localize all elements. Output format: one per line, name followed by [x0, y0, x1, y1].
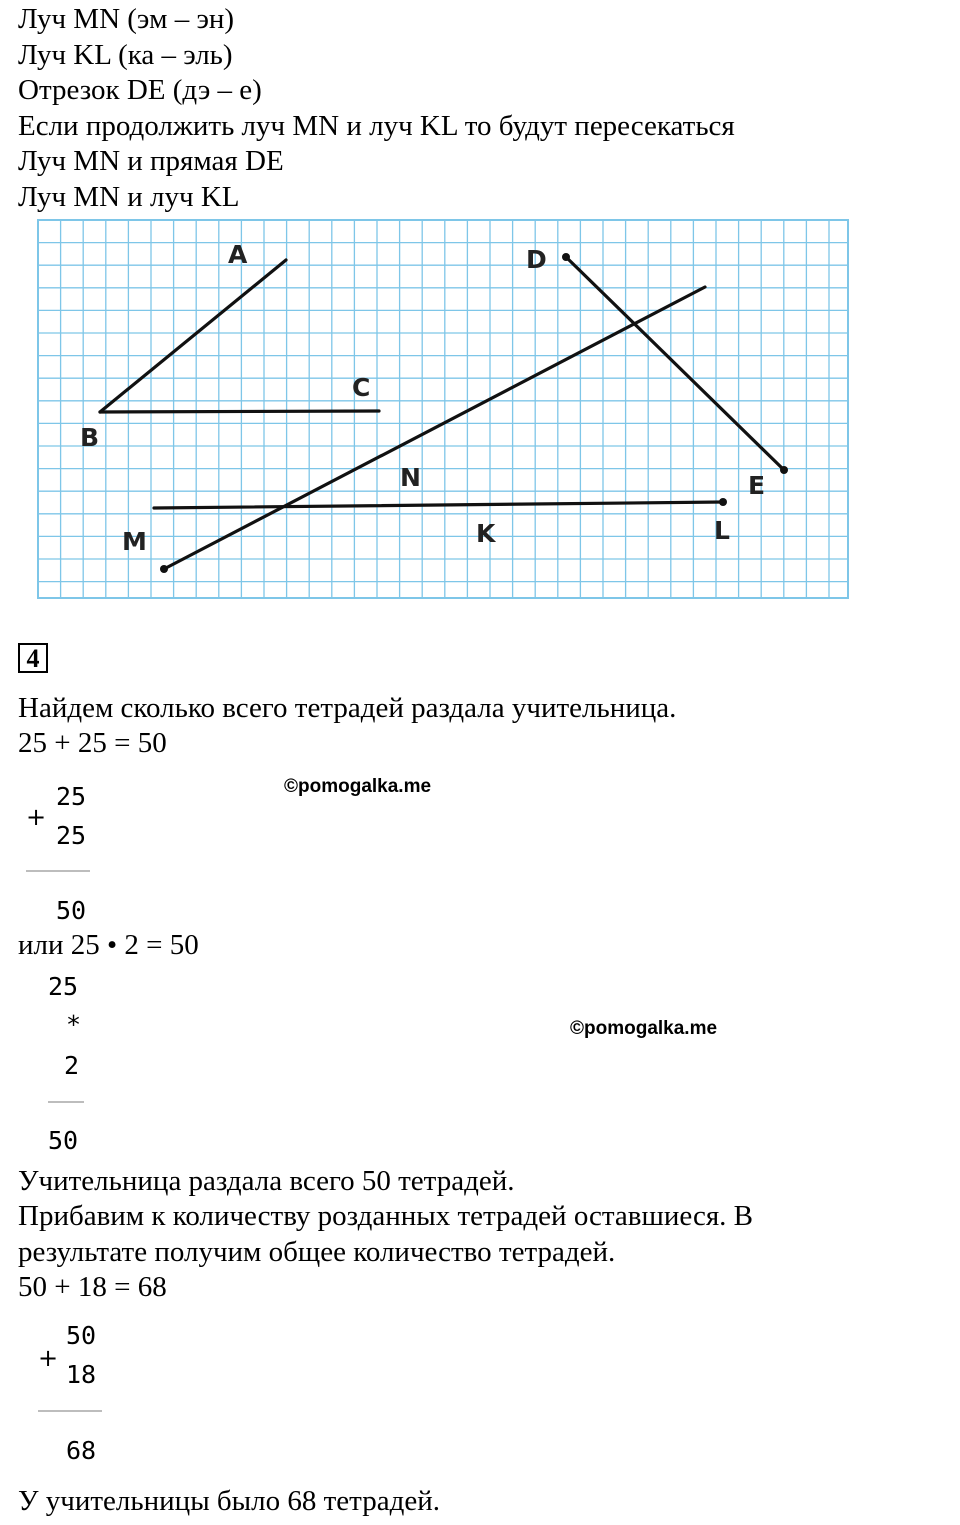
- label-n: N: [400, 463, 421, 492]
- col1-bottom: 25: [56, 821, 87, 850]
- intro-line-3: Отрезок DE (дэ – е): [18, 74, 262, 106]
- col2-result: 50: [48, 1126, 79, 1155]
- label-k: K: [476, 519, 496, 548]
- col1-top: 25: [56, 782, 87, 811]
- intro-line-2: Луч KL (ка – эль): [18, 39, 233, 71]
- equation-3: 50 + 18 = 68: [18, 1271, 167, 1303]
- task-text-2: Учительница раздала всего 50 тетрадей.: [18, 1165, 515, 1197]
- col3-bottom: 18: [66, 1360, 97, 1389]
- point-l: [719, 498, 727, 506]
- task-text-4: результате получим общее количество тетрадей.: [18, 1236, 616, 1268]
- label-m: M: [122, 527, 147, 556]
- label-c: C: [352, 373, 371, 402]
- equation-1: 25 + 25 = 50: [18, 727, 167, 759]
- task-text-1: Найдем сколько всего тетрадей раздала учительница.: [18, 692, 677, 724]
- col1-result: 50: [56, 896, 87, 925]
- watermark-2: ©pomogalka.me: [570, 1018, 718, 1039]
- intro-line-6: Луч MN и луч KL: [18, 181, 240, 213]
- col3-top: 50: [66, 1321, 97, 1350]
- label-d: D: [526, 245, 547, 274]
- intro-line-5: Луч MN и прямая DE: [18, 145, 284, 177]
- label-a: A: [228, 240, 248, 269]
- equation-2: или 25 • 2 = 50: [18, 929, 199, 961]
- point-d: [562, 253, 570, 261]
- intro-line-4: Если продолжить луч MN и луч KL то будут пересекаться: [18, 110, 735, 142]
- geometry-figure: [36, 218, 852, 602]
- col2-top: 25: [48, 972, 79, 1001]
- point-e: [780, 466, 788, 474]
- label-l: L: [714, 516, 730, 545]
- col1-rule: [26, 870, 90, 872]
- col3-result: 68: [66, 1436, 97, 1465]
- col2-rule: [48, 1101, 84, 1103]
- col2-multiply-sign: *: [66, 1010, 82, 1039]
- label-b: B: [80, 423, 100, 452]
- task-text-3: Прибавим к количеству розданных тетрадей оставшиеся. В: [18, 1200, 753, 1232]
- task-text-5: У учительницы было 68 тетрадей.: [18, 1485, 440, 1517]
- watermark-1: ©pomogalka.me: [284, 776, 432, 797]
- task-number: 4: [18, 643, 48, 673]
- ray-bc: [100, 411, 379, 412]
- col1-plus-sign: +: [26, 803, 47, 831]
- col3-rule: [38, 1410, 102, 1412]
- label-e: E: [748, 471, 766, 500]
- point-m: [160, 565, 168, 573]
- intro-line-1: Луч MN (эм – эн): [18, 3, 235, 35]
- col3-plus-sign: +: [38, 1344, 59, 1372]
- col2-bottom: 2: [64, 1051, 80, 1080]
